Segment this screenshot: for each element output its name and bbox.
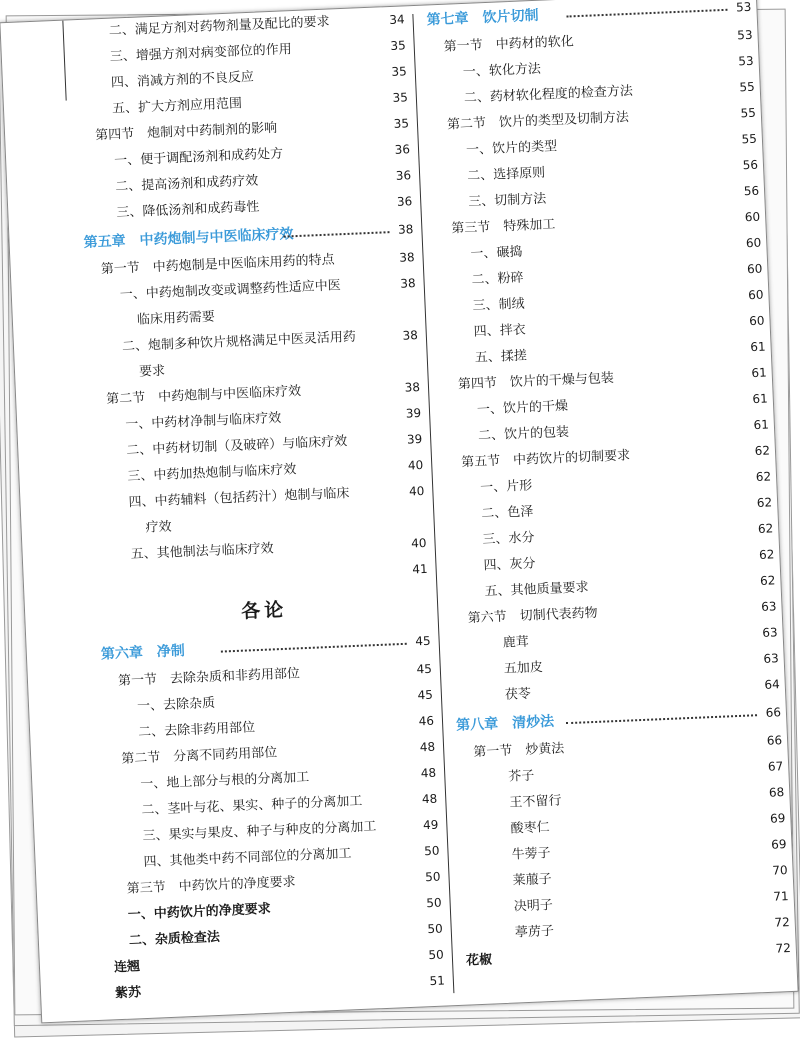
toc-page-number: 71 [773, 889, 789, 904]
toc-entry-title: 三、切制方法 [467, 191, 547, 210]
toc-entry-title: 一、软化方法 [462, 61, 542, 80]
toc-entry-title: 二、去除非药用部位 [137, 720, 256, 741]
toc-page-number: 40 [407, 457, 424, 473]
toc-page-number: 35 [390, 38, 406, 53]
toc-page-number: 41 [412, 561, 428, 577]
toc-page-number: 36 [396, 194, 413, 209]
toc-page-number: 35 [391, 64, 408, 79]
toc-entry-title: 第八章 清炒法 [455, 713, 555, 734]
toc-page-number: 36 [395, 168, 412, 183]
toc-page-number: 40 [410, 535, 427, 551]
toc-entry-title: 三、降低汤剂和成药毒性 [116, 199, 260, 221]
toc-entry-title: 第六章 净制 [100, 643, 186, 663]
toc-page-number: 62 [755, 469, 772, 485]
toc-entry-title: 一、中药饮片的净度要求 [127, 901, 272, 923]
toc-page-number: 63 [763, 651, 779, 666]
toc-entry-title: 葶苈子 [514, 923, 555, 941]
toc-page-number: 48 [421, 791, 438, 807]
toc-entry-title: 二、茎叶与花、果实、种子的分离加工 [141, 793, 363, 819]
toc-page-number: 69 [770, 837, 787, 852]
toc-entry-title: 四、拌衣 [473, 322, 527, 340]
toc-entry-title: 一、便于调配汤剂和成药处方 [113, 146, 284, 169]
toc-page-number: 53 [736, 27, 753, 43]
dot-leader [221, 643, 407, 653]
toc-entry-title: 第三节 中药饮片的净度要求 [126, 874, 296, 897]
toc-page-number: 56 [742, 157, 759, 173]
toc-entry-title: 第四节 炮制对中药制剂的影响 [94, 120, 278, 144]
toc-page-number: 51 [429, 973, 446, 989]
toc-entry-title: 王不留行 [509, 793, 562, 811]
toc-entry-title: 一、中药材净制与临床疗效 [125, 410, 282, 433]
toc-entry-title: 一、地上部分与根的分离加工 [140, 770, 310, 793]
toc-page-number: 60 [746, 261, 763, 277]
toc-page-number: 38 [404, 380, 421, 395]
toc-entry-title: 第二节 中药炮制与中医临床疗效 [105, 384, 302, 408]
toc-entry-title: 三、中药加热炮制与临床疗效 [127, 462, 297, 485]
toc-entry-title: 二、提高汤剂和成药疗效 [115, 173, 259, 195]
toc-page-number: 72 [775, 940, 792, 956]
toc-entry-title: 第七章 饮片切制 [426, 7, 539, 29]
toc-page-number: 55 [741, 131, 758, 147]
toc-entry-title: 第一节 去除杂质和非药用部位 [117, 666, 301, 689]
toc-entry-title: 二、饮片的包装 [477, 424, 570, 444]
toc-page-number: 60 [744, 209, 761, 225]
toc-page-number: 36 [394, 142, 411, 157]
toc-page-number: 62 [757, 521, 774, 536]
toc-page-number: 48 [419, 739, 436, 755]
toc-page-number: 38 [400, 276, 416, 291]
toc-page-number: 68 [768, 785, 785, 800]
toc-entry-title: 决明子 [513, 897, 554, 915]
toc-page-number: 45 [417, 687, 434, 703]
toc-entry-title: 二、杂质检查法 [128, 929, 221, 949]
toc-entry-title: 四、灰分 [483, 556, 536, 574]
toc-entry-title: 芥子 [508, 768, 535, 785]
toc-page-number: 62 [754, 443, 771, 459]
toc-page-number: 55 [740, 105, 757, 121]
toc-entry-title: 牛蒡子 [511, 845, 551, 863]
toc-entry-title: 三、增强方剂对病变部位的作用 [109, 42, 293, 65]
toc-entry-title: 第二节 分离不同药用部位 [121, 745, 278, 767]
toc-entry-title: 第六节 切制代表药物 [467, 605, 598, 627]
toc-entry-title: 第一节 中药材的软化 [443, 34, 575, 55]
toc-page-number: 50 [424, 869, 441, 885]
toc-entry-title: 二、色泽 [481, 504, 534, 522]
toc-entry-title: 临床用药需要 [136, 309, 216, 328]
toc-page-number: 62 [758, 547, 775, 562]
toc-page-number: 50 [426, 895, 442, 911]
toc-page-number: 60 [748, 313, 765, 329]
toc-page-number: 39 [405, 405, 422, 421]
toc-page-number: 45 [416, 661, 433, 677]
toc-entry-title: 五、揉搓 [474, 348, 528, 366]
toc-page-number: 67 [767, 759, 784, 774]
toc-page-number: 48 [420, 765, 437, 781]
toc-column-left [74, 6, 445, 1007]
dot-leader [284, 231, 390, 237]
toc-entry-title: 五、扩大方剂应用范围 [111, 96, 243, 117]
toc-entry-title: 第一节 炒黄法 [473, 741, 565, 761]
toc-entry-title: 一、饮片的干燥 [476, 398, 569, 418]
toc-entry-title: 一、去除杂质 [136, 695, 216, 715]
toc-page-number: 53 [738, 53, 754, 69]
toc-entry-title: 五、其他质量要求 [484, 580, 589, 600]
toc-page-number: 64 [764, 677, 781, 692]
toc-entry-title: 三、制绒 [472, 296, 525, 314]
toc-entry-title: 第四节 饮片的干燥与包装 [457, 370, 615, 393]
toc-page-number: 66 [765, 705, 782, 720]
dot-leader [566, 714, 757, 724]
toc-page-number: 61 [750, 339, 766, 355]
toc-page-number: 46 [418, 713, 435, 729]
toc-page-number: 72 [774, 915, 791, 930]
toc-entry-title: 二、炮制多种饮片规格满足中医灵活用药 [121, 329, 357, 355]
toc-entry-title: 二、选择原则 [466, 165, 546, 184]
toc-page-number: 35 [392, 90, 409, 105]
section-heading: 各论 [240, 598, 288, 623]
toc-entry-title: 五加皮 [503, 660, 544, 677]
toc-page-number: 66 [766, 733, 783, 748]
toc-entry-title: 三、水分 [482, 530, 535, 548]
toc-entry-title: 一、饮片的类型 [465, 139, 558, 158]
toc-page-number: 62 [759, 573, 776, 588]
toc-page-number: 38 [398, 250, 415, 265]
toc-entry-title: 第三节 特殊加工 [451, 217, 556, 237]
toc-entry-title: 花椒 [465, 952, 493, 969]
toc-entry-title: 四、中药辅料（包括药汁）炮制与临床 [128, 486, 350, 511]
toc-page-number: 35 [393, 116, 410, 131]
toc-page-number: 60 [747, 287, 764, 303]
dot-leader [567, 9, 728, 18]
toc-entry-title: 第二节 饮片的类型及切制方法 [446, 110, 630, 133]
toc-entry-title: 二、粉碎 [471, 270, 524, 288]
toc-page-number: 40 [408, 483, 425, 499]
toc-page-number: 62 [756, 495, 773, 511]
toc-entry-title: 鹿茸 [502, 634, 530, 651]
toc-page-number: 34 [389, 12, 405, 27]
toc-entry-title: 一、片形 [479, 478, 533, 496]
toc-page-number: 60 [745, 235, 762, 251]
toc-entry-title: 一、中药炮制改变或调整药性适应中医 [119, 278, 342, 303]
toc-entry-title: 第五节 中药饮片的切制要求 [460, 448, 631, 471]
toc-page-number: 56 [743, 183, 760, 199]
toc-entry-title: 酸枣仁 [510, 819, 550, 837]
toc-entry-title: 五、其他制法与临床疗效 [130, 541, 274, 563]
toc-entry-title: 第五章 中药炮制与中医临床疗效 [83, 226, 294, 251]
toc-page-number: 50 [427, 921, 443, 937]
toc-entry-title: 二、药材软化程度的检查方法 [463, 83, 634, 106]
toc-page-number: 55 [739, 79, 756, 95]
toc-entry-title: 莱菔子 [512, 871, 553, 889]
toc-page-number: 39 [406, 431, 423, 447]
toc-entry-title: 二、中药材切制（及破碎）与临床疗效 [126, 434, 348, 459]
toc-page-number: 61 [753, 417, 770, 433]
toc-entry-title: 疗效 [145, 519, 172, 536]
toc-entry-title: 连翘 [113, 959, 141, 976]
toc-entry-title: 四、其他类中药不同部位的分离加工 [143, 846, 352, 870]
toc-entry-title: 茯苓 [504, 686, 532, 703]
toc-page-number: 69 [769, 811, 786, 826]
toc-page-number: 38 [397, 222, 414, 237]
toc-page-number: 70 [771, 863, 788, 878]
toc-page-number: 50 [428, 947, 445, 963]
toc-page-number: 38 [402, 328, 419, 343]
toc-entry-title: 三、果实与果皮、种子与种皮的分离加工 [142, 819, 377, 845]
toc-entry-title: 第一节 中药炮制是中医临床用药的特点 [100, 252, 335, 278]
toc-entry-title: 二、满足方剂对药物剂量及配比的要求 [108, 14, 330, 39]
toc-page-number: 63 [762, 625, 778, 640]
toc-page-number: 45 [415, 633, 431, 649]
toc-page-number: 61 [752, 391, 769, 407]
toc-page-number: 61 [751, 365, 767, 381]
toc-page-number: 63 [760, 599, 777, 614]
margin-rule [62, 21, 66, 101]
toc-entry-title: 一、碾捣 [470, 244, 523, 262]
toc-entry-title: 要求 [138, 363, 166, 380]
toc-page-number: 49 [422, 817, 439, 833]
toc-entry-title: 四、消减方剂的不良反应 [110, 69, 255, 91]
toc-page-number: 50 [423, 843, 440, 859]
toc-page-number: 53 [735, 0, 752, 15]
toc-entry-title: 紫苏 [114, 985, 142, 1002]
